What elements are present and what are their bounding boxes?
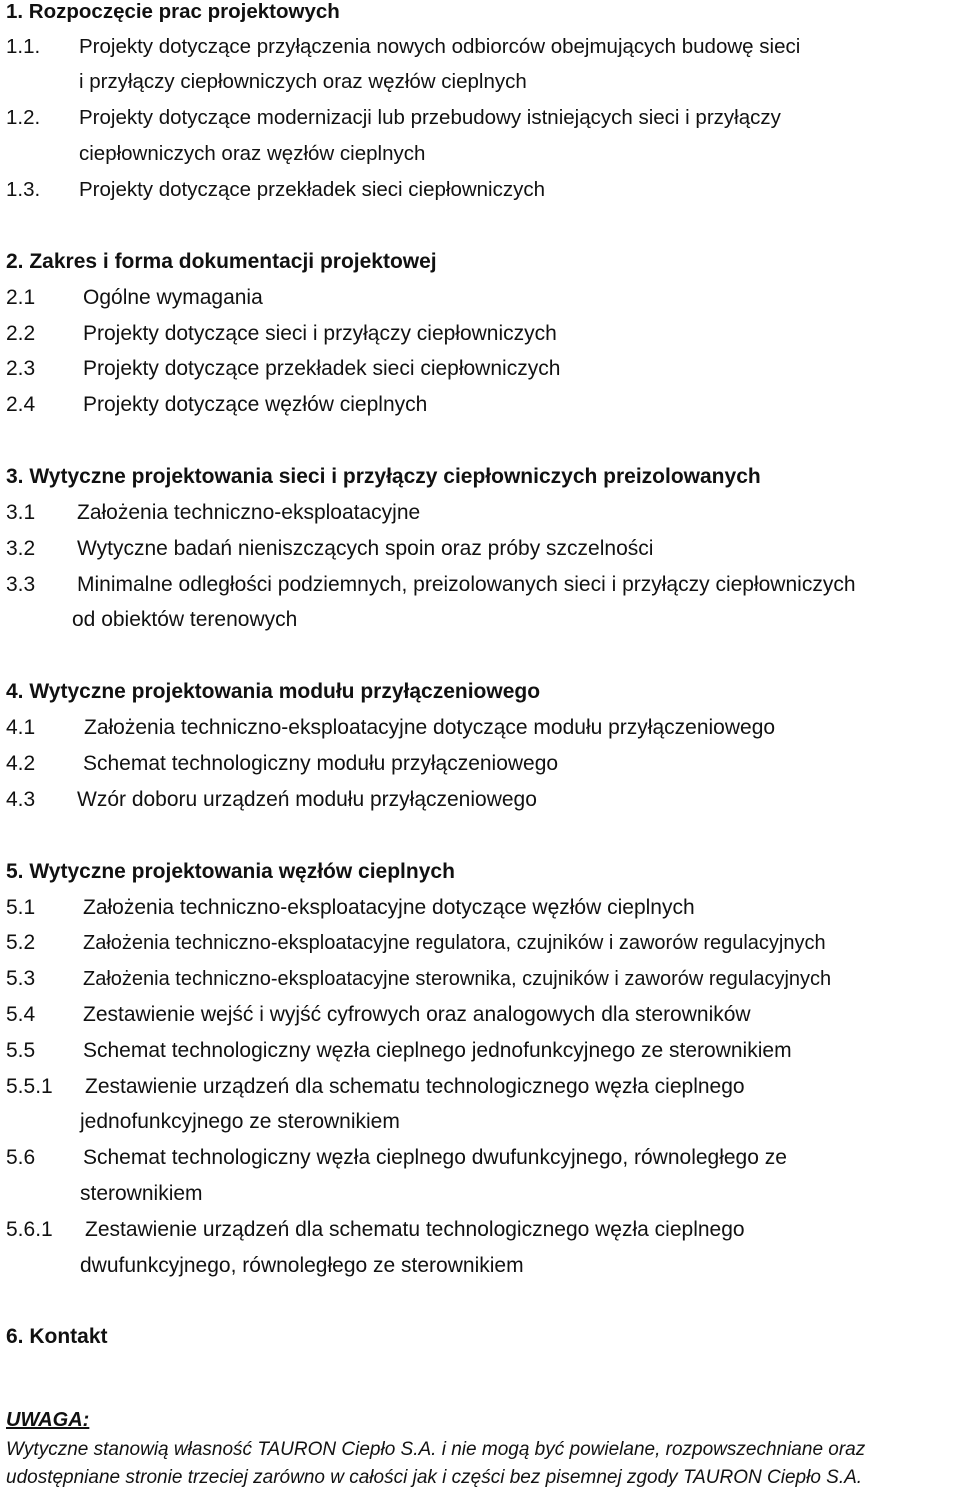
toc-item-number: 1.3. (6, 178, 41, 201)
toc-item-label: dwufunkcyjnego, równoległego ze sterownikiem (80, 1254, 524, 1277)
toc-item-label: Schemat technologiczny modułu przyłączeniowego (83, 752, 559, 775)
toc-item-number: 5.3 (6, 967, 36, 990)
toc-item-label: Ogólne wymagania (83, 286, 263, 309)
toc-item-number: 1.2. (6, 106, 41, 129)
toc-item-label: Projekty dotyczące węzłów cieplnych (83, 393, 428, 416)
toc-item-number: 5.6 (6, 1146, 36, 1169)
toc-item-number: 5.4 (6, 1003, 36, 1026)
toc-item-number: 1.1. (6, 35, 41, 58)
section-1-title: 1. Rozpoczęcie prac projektowych (6, 0, 340, 23)
toc-item-label: Zestawienie wejść i wyjść cyfrowych oraz analogowych dla sterowników (83, 1003, 751, 1026)
toc-item-number: 3.2 (6, 537, 36, 560)
toc-item-label: sterownikiem (80, 1182, 203, 1205)
toc-item-label: jednofunkcyjnego ze sterownikiem (80, 1110, 400, 1133)
toc-item-label: Schemat technologiczny węzła cieplnego jednofunkcyjnego ze sterownikiem (83, 1039, 792, 1062)
toc-item-number: 3.1 (6, 501, 36, 524)
toc-item-label: Schemat technologiczny węzła cieplnego dwufunkcyjnego, równoległego ze (83, 1146, 787, 1169)
toc-item-number: 5.6.1 (6, 1218, 53, 1241)
section-3-title: 3. Wytyczne projektowania sieci i przyłączy ciepłowniczych preizolowanych (6, 465, 761, 488)
toc-item-label: Wytyczne badań nieniszczących spoin oraz próby szczelności (77, 537, 654, 560)
toc-item-label: Założenia techniczno-eksploatacyjne dotyczące węzłów cieplnych (83, 896, 695, 919)
toc-item-number: 5.1 (6, 896, 36, 919)
toc-item-label: i przyłączy ciepłowniczych oraz węzłów cieplnych (79, 70, 527, 93)
toc-item-label: Projekty dotyczące sieci i przyłączy ciepłowniczych (83, 322, 557, 345)
toc-item-label: Projekty dotyczące przekładek sieci ciepłowniczych (79, 178, 546, 201)
toc-item-number: 2.3 (6, 357, 36, 380)
toc-item-label: od obiektów terenowych (72, 608, 298, 631)
toc-item-number: 5.5 (6, 1039, 36, 1062)
toc-item-label: Wzór doboru urządzeń modułu przyłączeniowego (77, 788, 537, 811)
toc-item-label: Projekty dotyczące przyłączenia nowych odbiorców obejmujących budowę sieci (79, 35, 801, 58)
toc-item-number: 2.2 (6, 322, 36, 345)
toc-item-label: Zestawienie urządzeń dla schematu technologicznego węzła cieplnego (85, 1075, 745, 1098)
section-6-title: 6. Kontakt (6, 1325, 108, 1348)
section-5-title: 5. Wytyczne projektowania węzłów cieplnych (6, 860, 455, 883)
toc-item-label: Założenia techniczno-eksploatacyjne dotyczące modułu przyłączeniowego (84, 716, 776, 739)
toc-item-number: 5.2 (6, 931, 36, 954)
warning-text-line-2: udostępniane stronie trzeciej zarówno w całości jak i części bez pisemnej zgody TAURON Ciepło S.A. (6, 1467, 863, 1488)
warning-text-line-1: Wytyczne stanowią własność TAURON Ciepło S.A. i nie mogą być powielane, rozpowszechniane oraz (6, 1439, 866, 1460)
section-2-title: 2. Zakres i forma dokumentacji projektowej (6, 250, 437, 273)
section-4-title: 4. Wytyczne projektowania modułu przyłączeniowego (6, 680, 541, 703)
toc-item-number: 5.5.1 (6, 1075, 53, 1098)
toc-item-label: Projekty dotyczące modernizacji lub przebudowy istniejących sieci i przyłączy (79, 106, 781, 129)
toc-item-label: Zestawienie urządzeń dla schematu technologicznego węzła cieplnego (85, 1218, 745, 1241)
toc-item-label: ciepłowniczych oraz węzłów cieplnych (79, 142, 426, 165)
toc-item-label: Założenia techniczno-eksploatacyjne sterownika, czujników i zaworów regulacyjnych (83, 968, 832, 990)
toc-item-label: Projekty dotyczące przekładek sieci ciepłowniczych (83, 357, 561, 380)
toc-item-number: 4.1 (6, 716, 36, 739)
warning-label: UWAGA: (6, 1409, 90, 1431)
toc-item-number: 4.2 (6, 752, 36, 775)
toc-item-number: 2.4 (6, 393, 36, 416)
toc-item-number: 2.1 (6, 286, 36, 309)
toc-item-label: Minimalne odległości podziemnych, preizolowanych sieci i przyłączy ciepłowniczych (77, 573, 856, 596)
toc-item-number: 3.3 (6, 573, 36, 596)
toc-item-label: Założenia techniczno-eksploatacyjne (77, 501, 421, 524)
toc-item-label: Założenia techniczno-eksploatacyjne regulatora, czujników i zaworów regulacyjnych (83, 932, 826, 954)
toc-item-number: 4.3 (6, 788, 36, 811)
